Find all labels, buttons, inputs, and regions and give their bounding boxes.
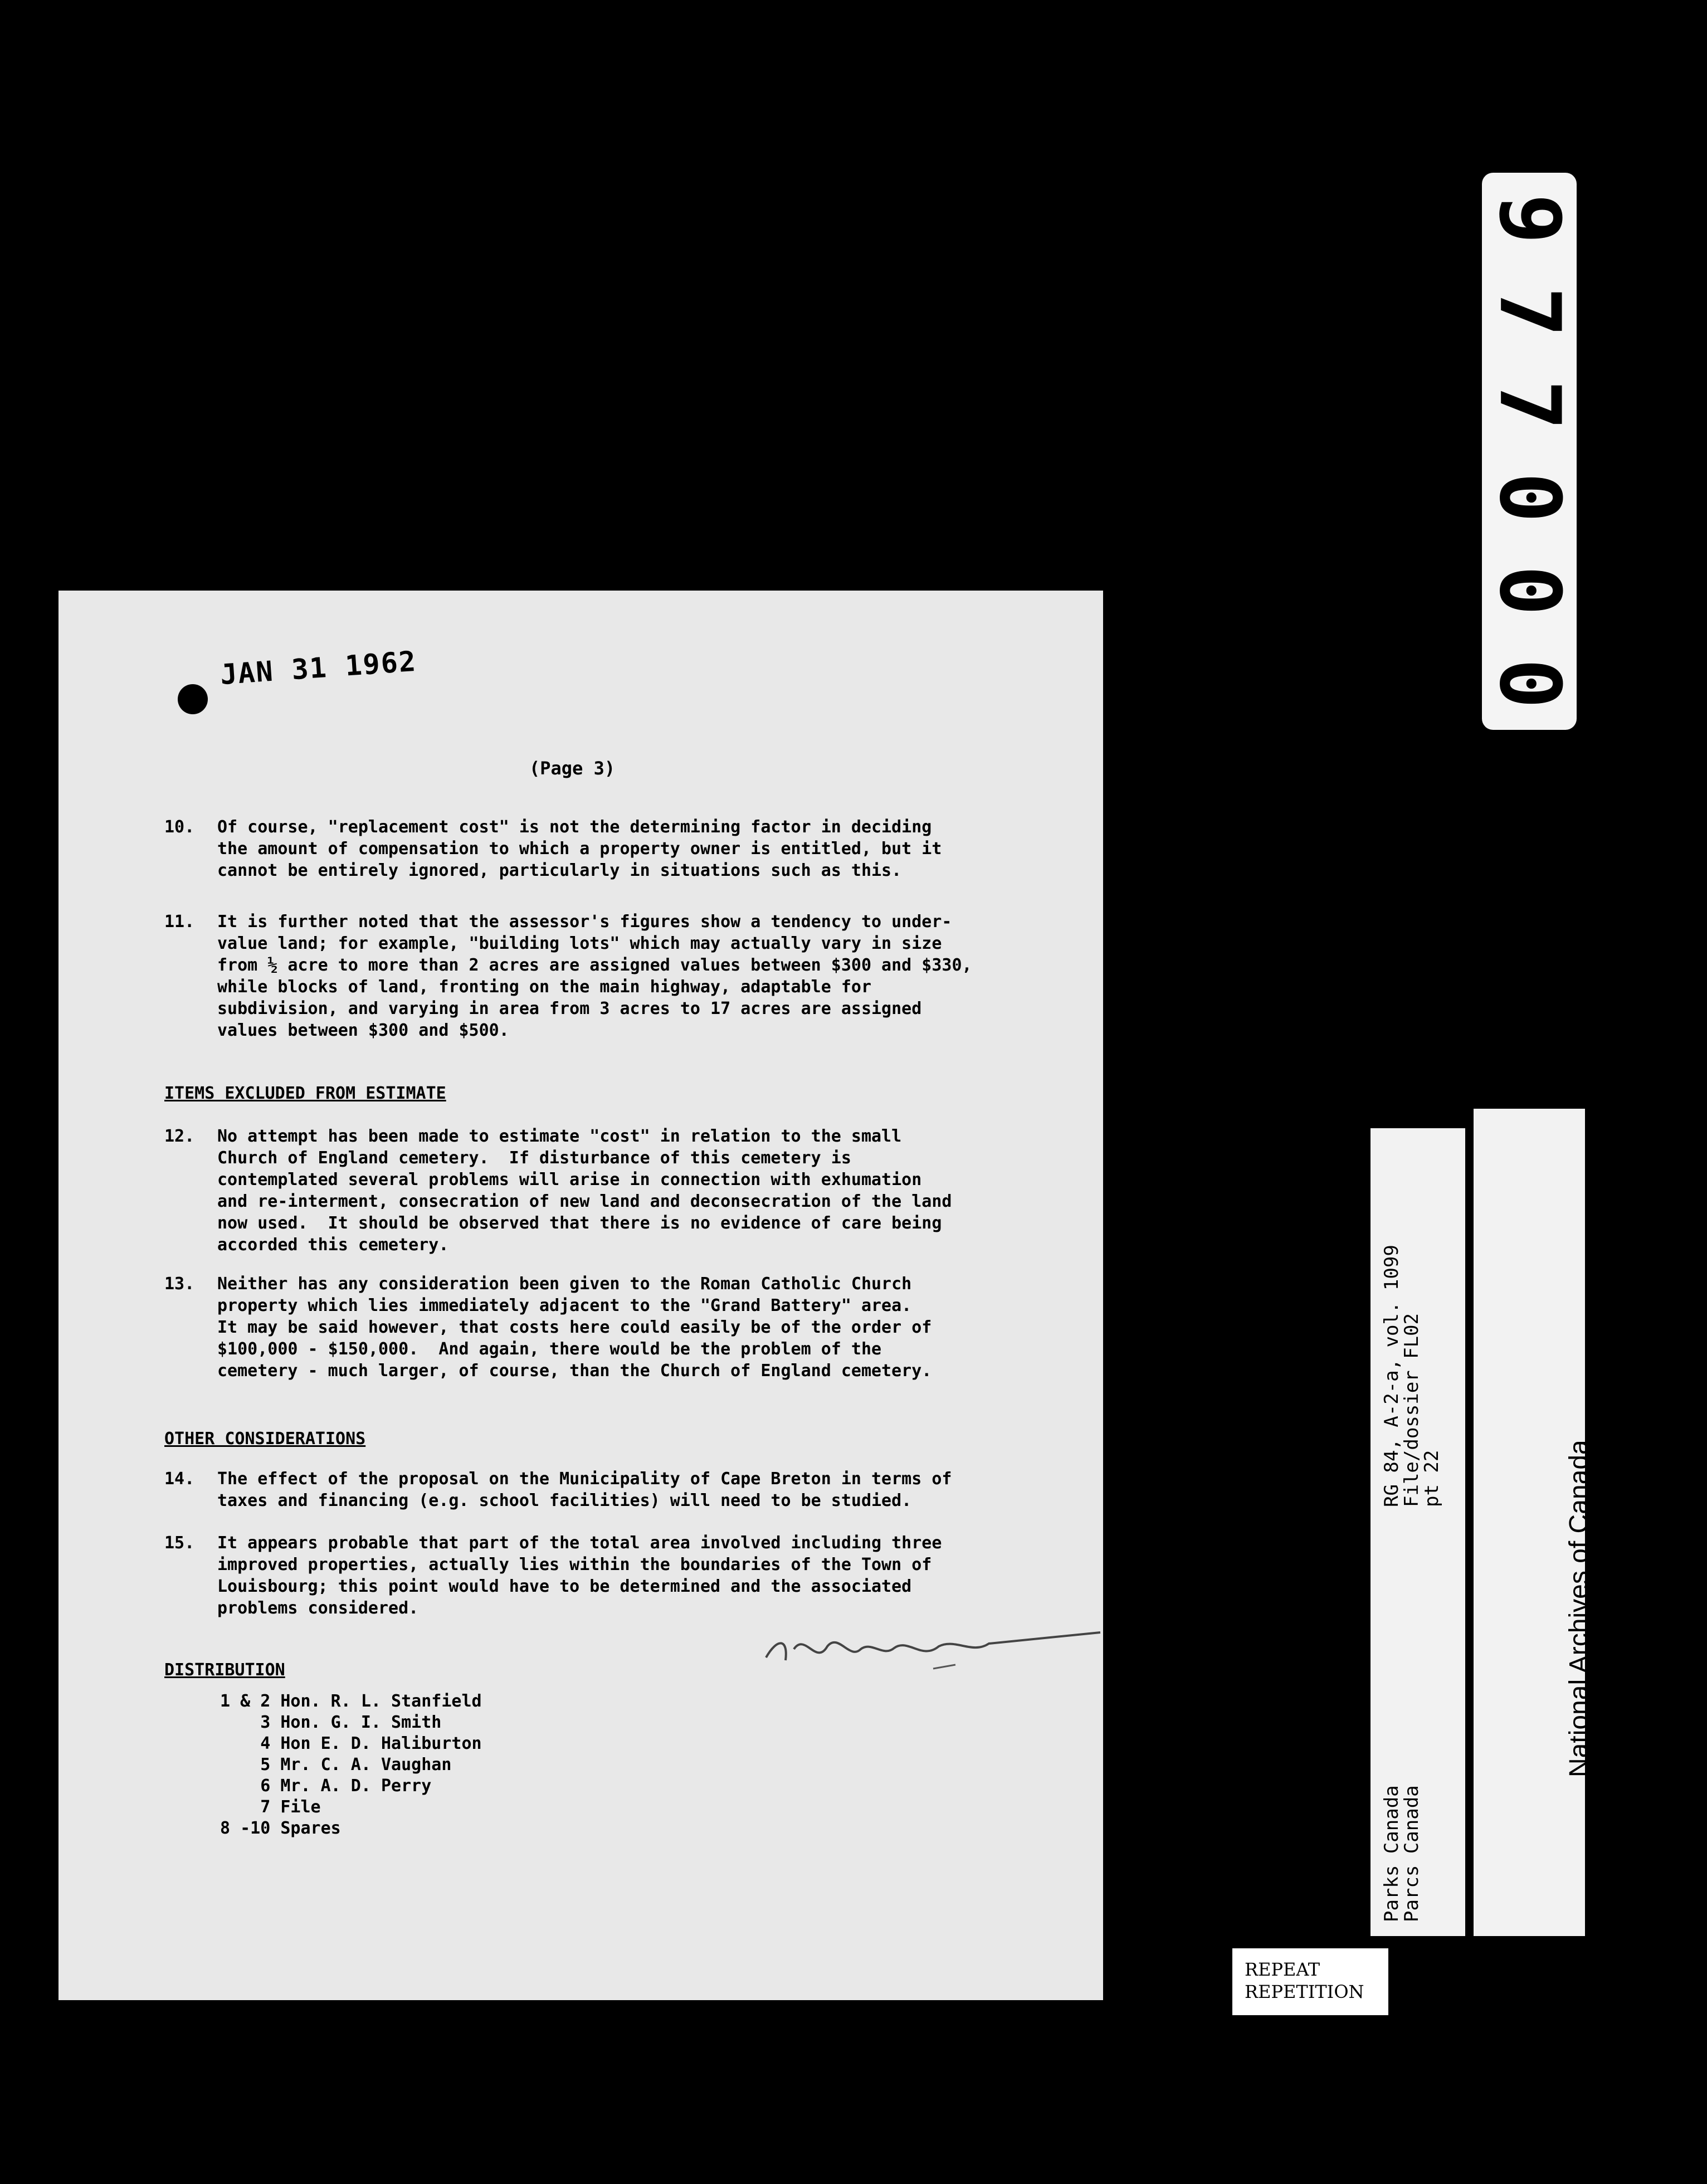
paragraph-number: 15. <box>164 1533 195 1553</box>
page-label: (Page 3) <box>529 758 616 779</box>
frame-digit: 0 <box>1481 472 1578 523</box>
frame-digit: 0 <box>1481 565 1578 616</box>
frame-number-strip <box>1482 173 1577 730</box>
nac-french-text: Archives nationales du Canada <box>1648 1407 1677 1777</box>
paragraph-number: 14. <box>164 1469 195 1489</box>
repeat-label <box>1232 1948 1388 2015</box>
paragraph-text: No attempt has been made to estimate "cost" in relation to the small Church of England cemetery. If disturbance of this cemetery is contemplated several problems will arise in connection with exhumation and re-interment, consecration of new land and deconsecration of the land now used. It should be observed that there is no evidence of care being accorded this cemetery. <box>217 1127 952 1255</box>
heading-distribution: DISTRIBUTION <box>164 1660 285 1680</box>
paragraph-text: Of course, "replacement cost" is not the determining factor in deciding the amount of compensation to which a property owner is entitled, but it cannot be entirely ignored, particularly in situations such as this. <box>217 817 942 880</box>
part-text: pt 22 <box>1421 1450 1443 1507</box>
date-stamp: JAN 31 1962 <box>219 645 418 691</box>
paragraph-number: 10. <box>164 817 195 837</box>
paragraph-text: Neither has any consideration been given to the Roman Catholic Church property which lies immediately adjacent to the "Grand Battery" area. It may be said however, that costs here could easily be of the order of $100,000 - $150,000. And again, there would be the problem of the cemetery - much larger, of course, than the Church of England cemetery. <box>217 1274 932 1381</box>
parcs-canada-text: Parcs Canada <box>1401 1785 1423 1922</box>
paragraph-text: It appears probable that part of the total area involved including three improved properties, actually lies within the boundaries of the Town of Louisbourg; this point would have to be determined and the associated problems considered. <box>217 1533 942 1618</box>
nac-label-lines <box>1510 1407 1707 1777</box>
frame-digit: 7 <box>1481 286 1578 338</box>
handwritten-signature <box>755 1616 1117 1677</box>
parks-canada-text: Parks Canada <box>1381 1785 1403 1922</box>
frame-digit: 9 <box>1481 194 1578 245</box>
record-group-text: RG 84, A-2-a, vol. 1099 <box>1381 1245 1403 1507</box>
archive-reference-label <box>1371 1128 1465 1936</box>
frame-digit: 0 <box>1481 658 1578 709</box>
nac-english-text: National Archives of Canada <box>1564 1440 1594 1777</box>
distribution-list: 1 & 2 Hon. R. L. Stanfield 3 Hon. G. I. Smith 4 Hon E. D. Haliburton 5 Mr. C. A. Vaughan 6 Mr. A. D. Perry 7 File 8 -10 Spares <box>220 1691 482 1838</box>
paragraph-number: 11. <box>164 912 195 932</box>
paragraph-text: It is further noted that the assessor's figures show a tendency to under- value land; for example, "building lots" which may actually vary in size from ½ acre to more than 2 acres are assigned values between $300 and $330, while blocks of land, fronting on the main highway, adaptable for subdivision, and varying in area from 3 acres to 17 acres are assigned values between $300 and $500. <box>217 912 972 1040</box>
repetition-text: REPETITION <box>1245 1981 1364 2002</box>
paragraph-number: 13. <box>164 1274 195 1294</box>
repeat-text: REPEAT <box>1245 1959 1320 1980</box>
document-page <box>58 591 1103 2000</box>
heading-other-considerations: OTHER CONSIDERATIONS <box>164 1429 366 1449</box>
national-archives-label <box>1474 1109 1677 1936</box>
paragraph-number: 12. <box>164 1127 195 1146</box>
stamp-mark <box>178 684 208 714</box>
paragraph-text: The effect of the proposal on the Municipality of Cape Breton in terms of taxes and financing (e.g. school facilities) will need to be studied. <box>217 1469 952 1510</box>
file-dossier-text: File/dossier FL02 <box>1401 1313 1423 1507</box>
heading-items-excluded: ITEMS EXCLUDED FROM ESTIMATE <box>164 1084 446 1103</box>
frame-digit: 7 <box>1481 379 1578 430</box>
